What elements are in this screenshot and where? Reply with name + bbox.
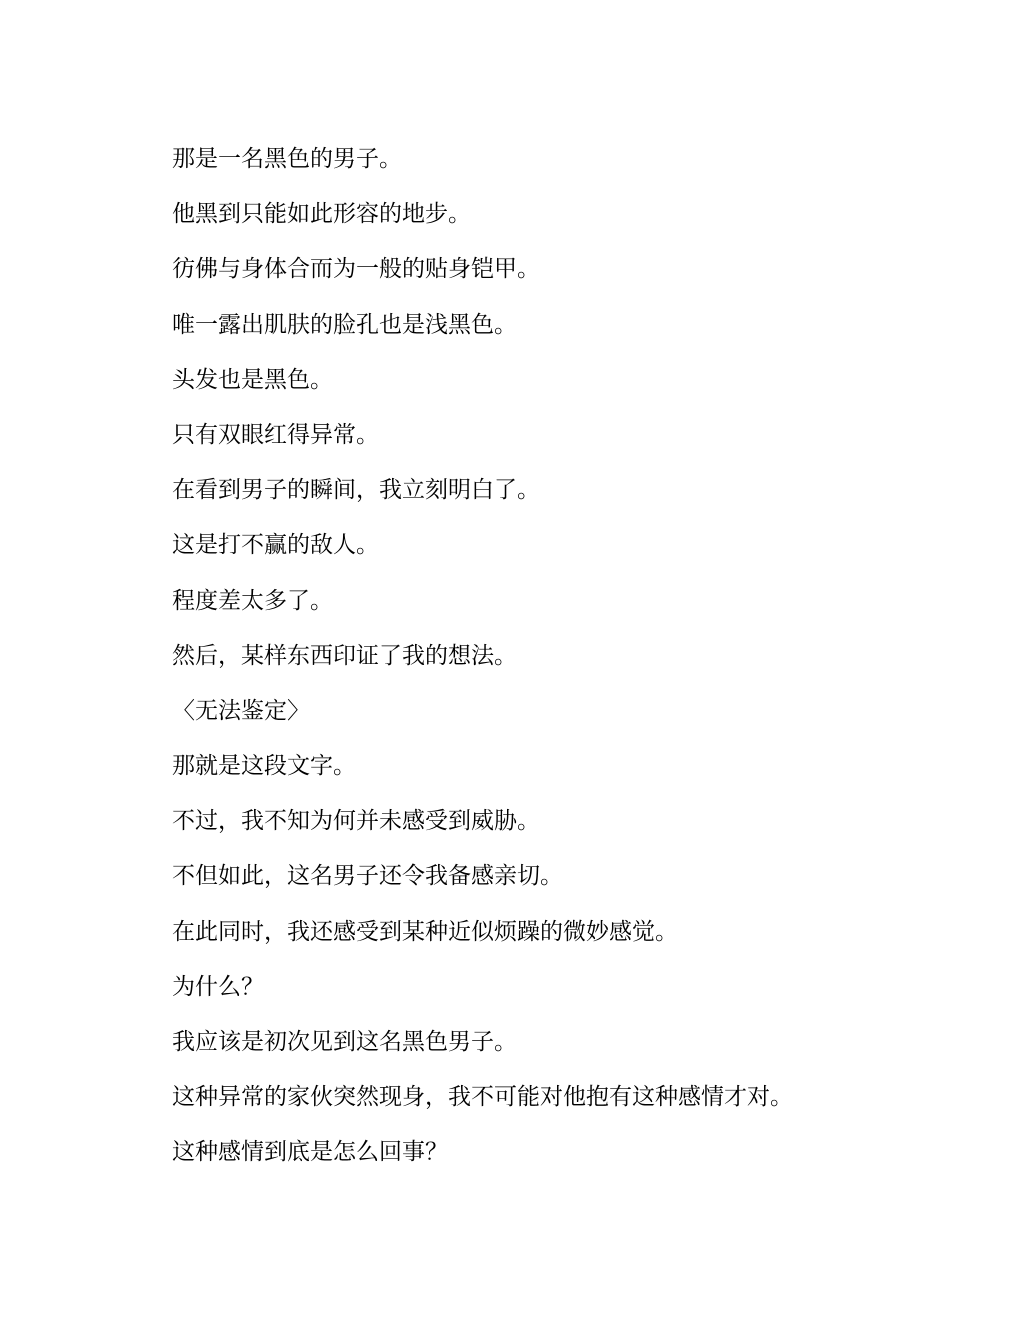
paragraph: 他黑到只能如此形容的地步。 [172, 201, 471, 228]
paragraph: 在此同时，我还感受到某种近似烦躁的微妙感觉。 [172, 918, 678, 945]
paragraph: 程度差太多了。 [172, 587, 333, 614]
paragraph: 不过，我不知为何并未感受到威胁。 [172, 808, 540, 835]
paragraph: 唯一露出肌肤的脸孔也是浅黑色。 [172, 311, 517, 338]
paragraph: 彷佛与身体合而为一般的贴身铠甲。 [172, 256, 540, 283]
paragraph: 不但如此，这名男子还令我备感亲切。 [172, 863, 563, 890]
body-text [172, 140, 872, 1189]
paragraph: 我应该是初次见到这名黑色男子。 [172, 1029, 517, 1055]
paragraph: 这是打不赢的敌人。 [172, 532, 379, 559]
paragraph: 为什么？ [172, 973, 264, 1000]
paragraph: 然后，某样东西印证了我的想法。 [172, 642, 517, 669]
paragraph: 〈无法鉴定〉 [172, 697, 310, 724]
paragraph: 这种异常的家伙突然现身，我不可能对他抱有这种感情才对。 [172, 1084, 793, 1111]
paragraph: 头发也是黑色。 [172, 366, 333, 393]
paragraph: 那是一名黑色的男子。 [172, 146, 402, 172]
paragraph: 只有双眼红得异常。 [172, 421, 379, 448]
paragraph: 在看到男子的瞬间，我立刻明白了。 [172, 477, 540, 504]
paragraph: 那就是这段文字。 [172, 753, 356, 780]
paragraph: 这种感情到底是怎么回事？ [172, 1139, 448, 1166]
